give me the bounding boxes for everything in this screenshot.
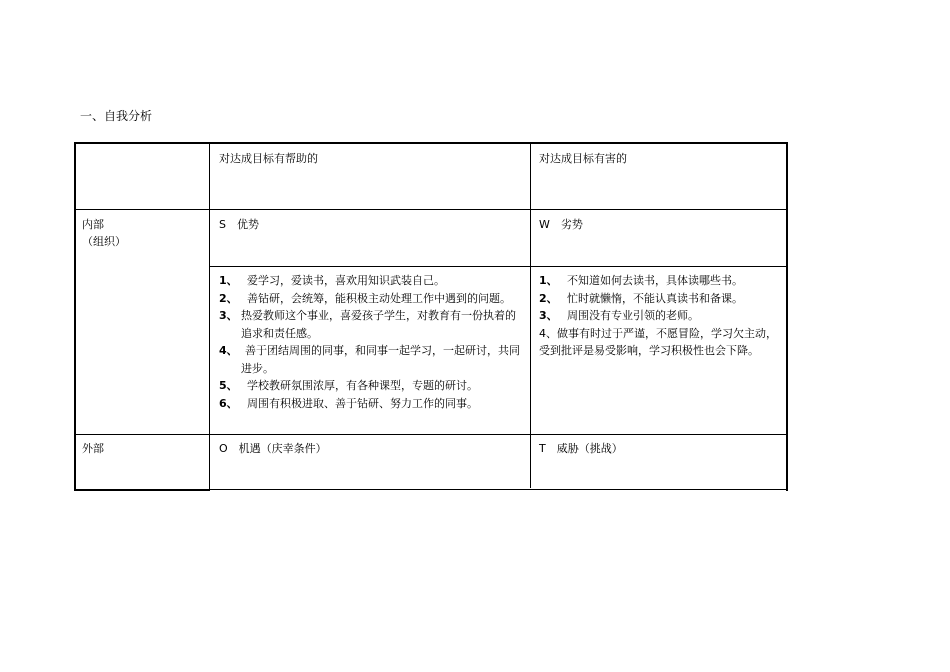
list-item <box>219 307 524 342</box>
list-item <box>539 290 779 308</box>
list-item-number: 5、 <box>219 379 238 392</box>
list-item-text: 善钻研，会统筹，能积极主动处理工作中遇到的问题。 <box>247 291 511 305</box>
list-item <box>219 290 524 308</box>
table-rule-col1 <box>209 142 210 491</box>
list-item-number: 3、 <box>219 309 238 322</box>
list-item <box>219 395 524 413</box>
list-item-text: 学校教研氛围浓厚，有各种课型，专题的研讨。 <box>247 379 478 392</box>
swot-analysis-table <box>74 142 788 491</box>
list-item <box>219 272 524 290</box>
table-border-right <box>786 142 788 491</box>
internal-sublabel: （组织） <box>82 235 126 248</box>
list-item-number: 3、 <box>539 309 558 322</box>
header-helpful: 对达成目标有帮助的 <box>219 152 318 165</box>
external-label: 外部 <box>82 442 104 455</box>
table-rule-col2 <box>530 142 531 488</box>
strengths-title: S 优势 <box>219 218 259 231</box>
list-item-text: 不知道如何去读书，具体读哪些书。 <box>567 274 743 287</box>
weaknesses-title: W 劣势 <box>539 218 583 231</box>
weaknesses-list <box>539 272 779 360</box>
internal-label: 内部 <box>82 218 104 231</box>
list-item <box>219 377 524 395</box>
list-item-number: 4、 <box>219 344 238 357</box>
list-item-text: 热爱教师这个事业，喜爱孩子学生，对教育有一份执着的追求和责任感。 <box>241 309 516 340</box>
list-item <box>219 342 524 377</box>
table-rule-external <box>74 434 788 435</box>
list-item-text: 爱学习，爱读书，喜欢用知识武装自己。 <box>247 274 445 287</box>
list-item-number: 1、 <box>219 274 238 287</box>
list-item-text: 忙时就懒惰，不能认真读书和备课。 <box>567 291 743 305</box>
list-item-number: 1、 <box>539 274 558 287</box>
table-border-left <box>74 142 76 491</box>
list-item-number: 2、 <box>219 291 238 305</box>
threats-title: T 威胁（挑战） <box>539 442 623 455</box>
section-title: 一、自我分析 <box>80 109 153 123</box>
list-item-number: 2、 <box>539 291 558 305</box>
list-item-number: 6、 <box>219 396 238 410</box>
table-rule-internal-inner <box>209 266 788 267</box>
header-harmful: 对达成目标有害的 <box>539 152 627 165</box>
table-border-top <box>74 142 788 144</box>
list-item <box>539 307 779 325</box>
opportunities-title: O 机遇（庆幸条件） <box>219 442 327 455</box>
list-item <box>539 272 779 290</box>
list-item-text: 善于团结周围的同事，和同事一起学习，一起研讨，共同进步。 <box>241 344 520 375</box>
table-border-bottom-left <box>74 489 210 491</box>
list-item-text: 周围有积极进取、善于钻研、努力工作的同事。 <box>247 396 478 410</box>
list-item-text: 4、做事有时过于严谨，不愿冒险，学习欠主动，受到批评是易受影响，学习积极性也会下降。 <box>539 326 777 357</box>
list-item-text: 周围没有专业引领的老师。 <box>567 309 699 322</box>
list-item <box>539 325 779 360</box>
table-rule-header <box>74 209 788 210</box>
table-border-bottom-right <box>210 489 788 490</box>
strengths-list <box>219 272 524 412</box>
